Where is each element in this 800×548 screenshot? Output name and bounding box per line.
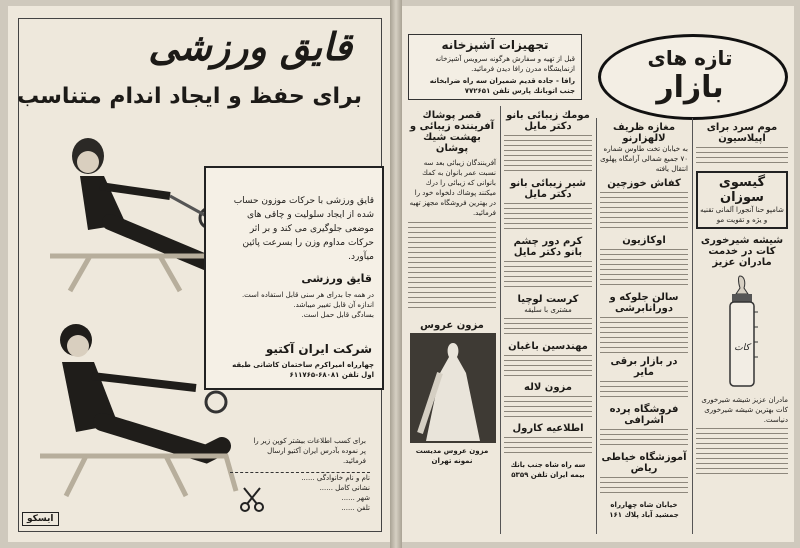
col3-text-lines xyxy=(600,429,688,449)
bridal-title: مزون عروس xyxy=(420,320,484,331)
col4-text-lines xyxy=(696,147,788,167)
col4-text-lines xyxy=(696,428,788,478)
col3-school: آموزشگاه خیاطی ریاض xyxy=(601,452,687,474)
col2-item-3: کرم دور چشم بانو دکتر مایل xyxy=(513,236,583,258)
col3-text-lines xyxy=(600,192,688,232)
kitchen-address: رافا - جاده قدیم شمیران سه راه ضرابخانه جنب اتوبانك پارس تلفن ۷۷۲۶۵۱ xyxy=(429,77,575,95)
col3-shop-2: سالن جلوكه و دورانابرشی xyxy=(609,292,679,314)
col1-text-lines xyxy=(408,222,496,312)
coupon-note: برای کسب اطلاعات بیشتر کوپن زیر را پر نموده بآدرس ایران آکتیو ارسال فرمائید. xyxy=(253,437,366,465)
coupon-field-name[interactable]: نام و نام خانوادگی ...... xyxy=(301,474,370,482)
col2-item-5: مهندسین باغبان xyxy=(508,341,588,352)
headline-script: قایق ورزشی xyxy=(148,24,352,69)
company-address: چهارراه امیراکرم ساختمان کاشانی طبقه اول تلفن ۶۸۰۸۱-۶۱۱۷۶۵ xyxy=(232,361,374,379)
col1-text: آفرینندگان زیبائی بعد سه نسبت عمر بانوان به کمك بانوانی که زیبائی را درك میکنند پوشاك دلخواه خود را در بهترین فروشگاه مجهز تهیه فرمائید. xyxy=(409,159,496,217)
bullet-item: اندازه آن قابل تغییر میباشد. xyxy=(293,301,374,309)
col3-shop-3: در بازار برقی مایر xyxy=(610,356,678,378)
kitchen-title: تجهیزات آشپزخانه xyxy=(441,38,549,52)
coupon-field-phone[interactable]: تلفن ...... xyxy=(341,504,370,512)
col2-text-lines xyxy=(504,437,592,457)
kitchen-text: قبل از تهیه و سفارش هرگونه سرویس آشپزخانه ازنمایشگاه مدرن رافا دیدن فرمائید. xyxy=(435,55,575,73)
page-gutter xyxy=(390,0,402,548)
col3-shoes: کفاش خوزچین xyxy=(607,178,681,189)
col2-text-lines xyxy=(504,318,592,338)
col3-shop-1-sub: به خیابان تخت طاوس شماره ۷۰ جمیع شمالی آرامگاه پهلوی انتقال یافته xyxy=(600,145,688,173)
column-1 xyxy=(408,110,496,530)
col2-text-lines xyxy=(504,396,592,420)
column-divider xyxy=(692,118,693,534)
section-title: قایق ورزشی xyxy=(301,272,372,285)
col3-shop-4: فروشگاه پرده اشرافی xyxy=(609,404,679,426)
bridal-dress-image xyxy=(410,333,496,443)
bullet-item: در همه جا بدرای هر سنی قابل استفاده است. xyxy=(241,291,374,299)
col3-text-lines xyxy=(600,381,688,401)
column-divider xyxy=(500,106,501,534)
kitchen-equipment-box xyxy=(408,34,582,100)
market-title-line2: بازار xyxy=(656,70,724,105)
col2-item-2: شیر زیبائی بانو دکتر مایل xyxy=(510,178,586,200)
coupon-field-address[interactable]: نشانی کامل ...... xyxy=(319,484,370,492)
col1-title: قصر پوشاك آفریننده زیبائی و بهشت شیك پوشان xyxy=(409,110,495,154)
col4-shampoo-sub: شامپو حنا آنجورا آلمانی تقنیه و یژه و تقویت مو xyxy=(700,206,784,224)
col3-ocazion: اوکازیون xyxy=(622,235,666,246)
col2-item-7: اطلاعیه کارول xyxy=(512,423,584,434)
bullet-item: بسادگی قابل حمل است. xyxy=(301,311,374,319)
left-page xyxy=(8,6,390,542)
shampoo-ad-box xyxy=(696,171,788,229)
column-divider xyxy=(596,118,597,534)
col2-item-1: مومك زیبائی بانو دکتر مایل xyxy=(506,110,590,132)
col4-bottle-text: مادران عزیز شیشه شیرخوری کات بهترین شیشه شیرخوری دنیاست. xyxy=(701,396,788,424)
column-3 xyxy=(600,122,688,530)
coupon-field-city[interactable]: شهر ...... xyxy=(341,494,370,502)
baby-bottle-image xyxy=(696,272,788,392)
column-4 xyxy=(696,122,788,530)
column-2 xyxy=(504,110,592,530)
col4-wax: موم سرد برای اپیلاسیون xyxy=(706,122,778,144)
bottle-label: کات xyxy=(734,343,750,353)
company-name: شرکت ایران آکتیو xyxy=(265,342,372,356)
col4-bottle-title: شیشه شیرخوری کات در خدمت مادران عزیز xyxy=(700,235,784,268)
col2-address: سه راه شاه جنب بانك بیمه ایران تلفن ۵۳۵۹ xyxy=(510,461,586,479)
col2-item-6: مزون لاله xyxy=(524,382,572,393)
headline-sub: برای حفظ و ایجاد اندام متناسب xyxy=(16,84,362,109)
col4-shampoo: گیسوی سوزان xyxy=(718,175,766,205)
col2-item-4-sub: مشتری با سلیقه xyxy=(524,306,572,314)
footer-logo: ایسکو xyxy=(22,512,59,526)
col2-text-lines xyxy=(504,261,592,291)
product-info-box xyxy=(204,166,384,390)
bullet-list xyxy=(218,290,374,320)
col3-school-address: خیابان شاه چهارراه جمشید آباد پلاك ۱۶۱ xyxy=(609,501,679,519)
product-intro: قایق ورزشی با حرکات موزون حساب شده از ایجاد سلولیت و چاقی های موضعی جلوگیری می کند و بر اثر حرکات مداوم وزن را بسرعت پائین میآورد. xyxy=(233,196,374,262)
col2-text-lines xyxy=(504,135,592,175)
col2-text-lines xyxy=(504,203,592,233)
bridal-caption: مزون عروس مدیست نمونه تهران xyxy=(415,447,489,465)
scissors-icon xyxy=(238,486,266,514)
col3-shop-1: مغازه ظریف لالهزارنو xyxy=(612,122,676,144)
market-title-line1: تازه های xyxy=(647,46,733,70)
col3-text-lines xyxy=(600,477,688,497)
col3-text-lines xyxy=(600,317,688,353)
right-page xyxy=(402,6,794,542)
col2-item-4: کرست لوچیا xyxy=(517,294,579,305)
col3-text-lines xyxy=(600,249,688,289)
col2-text-lines xyxy=(504,355,592,379)
